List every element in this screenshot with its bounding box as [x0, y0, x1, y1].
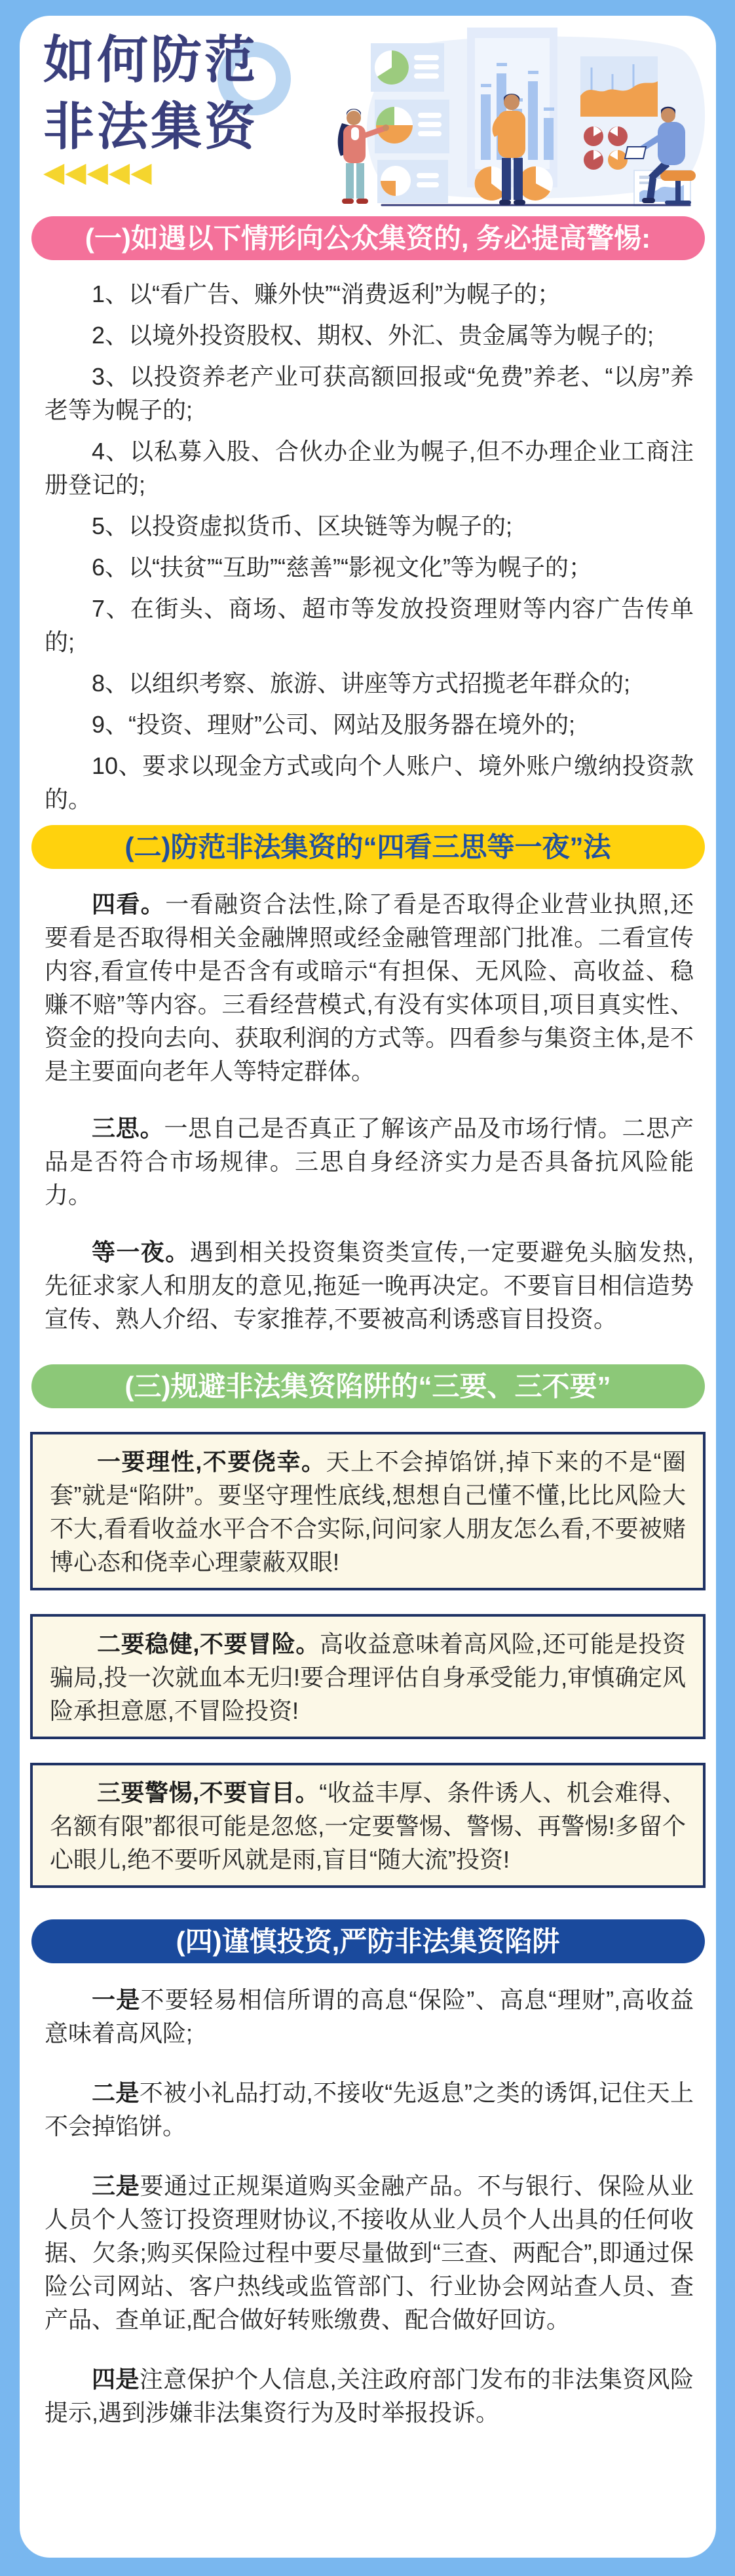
list-item: 4、以私募入股、合伙办企业为幌子,但不办理企业工商注册登记的;: [45, 438, 694, 498]
poster-card: [20, 16, 716, 2558]
section1-list: [20, 277, 716, 816]
box-lead: 三要警惕,不要盲目。: [97, 1779, 320, 1806]
list-item: 6、以“扶贫”“互助”“慈善”“影视文化”等为幌子的；: [92, 554, 592, 581]
box-text: 高收益意味着高风险,还可能是投资骗局,投一次就血本无归!要合理评估自身承受能力,审慎确定风险承担意愿,不冒险投资!: [50, 1630, 686, 1724]
list-item: 10、要求以现金方式或向个人账户、境外账户缴纳投资款的。: [45, 752, 694, 813]
page-title-line1: 如何防范: [43, 31, 259, 88]
list-item: 3、以投资养老产业可获高额回报或“免费”养老、“以房”养老等为幌子的;: [45, 363, 694, 423]
list-item: 7、在街头、商场、超市等发放投资理财等内容广告传单的;: [45, 595, 694, 655]
area-chart-panel: [580, 56, 658, 117]
section2-header: (二)防范非法集资的“四看三思等一夜”法: [31, 825, 705, 869]
section2-body: [20, 887, 716, 1336]
paragraph-lead: 三思。: [92, 1115, 164, 1142]
paragraph-wait-one-night: [45, 1235, 694, 1336]
box-text: “收益丰厚、条件诱人、机会难得、名额有限”都很可能是忽悠,一定要警惕、警惕、再警惕!多留个心眼儿,绝不要听风就是雨,盲目“随大流”投资!: [50, 1779, 686, 1873]
box-lead: 一要理性,不要侥幸。: [97, 1448, 326, 1475]
paragraph-text: 注意保护个人信息,关注政府部门发布的非法集资风险提示,遇到涉嫌非法集资行为及时举报投诉。: [45, 2366, 694, 2426]
box-lead: 二要稳健,不要冒险。: [97, 1630, 320, 1657]
paragraph-text: 不要轻易相信所谓的高息“保险”、高息“理财”,高收益意味着高风险;: [45, 1986, 694, 2047]
paragraph-lead: 等一夜。: [92, 1239, 190, 1265]
tip-box-rational: [30, 1432, 706, 1590]
paragraph-point-one: [45, 1983, 694, 2050]
arrows-decoration-icon: ◀◀◀◀◀: [43, 157, 153, 187]
section4-header: (四)谨慎投资,严防非法集资陷阱: [31, 1919, 705, 1963]
paragraph-lead: 一是: [92, 1986, 141, 2013]
section3-body: [20, 1432, 716, 1888]
section3-header: (三)规避非法集资陷阱的“三要、三不要”: [31, 1364, 705, 1408]
paragraph-text: 要通过正规渠道购买金融产品。不与银行、保险从业人员个人签订投资理财协议,不接收从业人员个人出具的任何收据、欠条;购买保险过程中要尽量做到“三查、两配合”,即通过保险公司网站、客户热线或监管部门、行业协会网站查人员、查产品、查单证,配合做好转账缴费、配合做好回访。: [45, 2172, 694, 2333]
list-item: 5、以投资虚拟货币、区块链等为幌子的;: [92, 512, 513, 539]
section4-body: [20, 1983, 716, 2429]
paragraph-lead: 四是: [92, 2366, 140, 2393]
tip-box-vigilant: [30, 1763, 706, 1888]
pie-panel-top: [371, 43, 444, 92]
paragraph-point-four: [45, 2362, 694, 2429]
poster-header: [20, 16, 716, 212]
page-title-line2: 非法集资: [43, 98, 259, 155]
paragraph-point-two: [45, 2076, 694, 2143]
section1-header: (一)如遇以下情形向公众集资的, 务必提高警惕:: [31, 216, 705, 260]
tip-box-steady: [30, 1614, 706, 1739]
header-illustration: [320, 18, 713, 210]
paragraph-text: 遇到相关投资集资类宣传,一定要避免头脑发热,先征求家人和朋友的意见,拖延一晚再决定。不要盲目相信造势宣传、熟人介绍、专家推荐,不要被高利诱惑盲目投资。: [45, 1239, 694, 1332]
paragraph-lead: 二是: [92, 2079, 140, 2106]
pie-panel-bottom: [377, 160, 448, 203]
paragraph-lead: 三是: [92, 2172, 140, 2199]
pie-circle-right: [518, 166, 553, 201]
page-title: [43, 26, 258, 160]
paragraph-text: 一思自己是否真正了解该产品及市场行情。二思产品是否符合市场规律。三思自身经济实力是否具备抗风险能力。: [45, 1115, 694, 1208]
list-item: 2、以境外投资股权、期权、外汇、贵金属等为幌子的;: [92, 322, 654, 349]
paragraph-three-thinks: [45, 1111, 694, 1212]
box-text: 天上不会掉馅饼,掉下来的不是“圈套”就是“陷阱”。要坚守理性底线,想想自己懂不懂,比比风险大不大,看看收益水平合不合实际,问问家人朋友怎么看,不要被赌博心态和侥幸心理蒙蔽双眼!: [50, 1448, 686, 1575]
paragraph-point-three: [45, 2169, 694, 2336]
list-item: 1、以“看广告、赚外快”“消费返利”为幌子的；: [92, 280, 561, 307]
list-item: 8、以组织考察、旅游、讲座等方式招揽老年群众的;: [92, 670, 631, 697]
paragraph-text: 不被小礼品打动,不接收“先返息”之类的诱饵,记住天上不会掉馅饼。: [45, 2079, 694, 2140]
paragraph-four-looks: [45, 887, 694, 1088]
list-item: 9、“投资、理财”公司、网站及服务器在境外的;: [92, 711, 576, 738]
paragraph-text: 一看融资合法性,除了看是否取得企业营业执照,还要看是否取得相关金融牌照或经金融管理部门批准。二看宣传内容,看宣传中是否含有或暗示“有担保、无风险、高收益、稳赚不赔”等内容。三看经营模式,有没有实体项目,项目真实性、资金的投向去向、获取利润的方式等。四看参与集资主体,是不是主要面向老年人等特定群体。: [45, 891, 694, 1085]
paragraph-lead: 四看。: [92, 891, 166, 917]
